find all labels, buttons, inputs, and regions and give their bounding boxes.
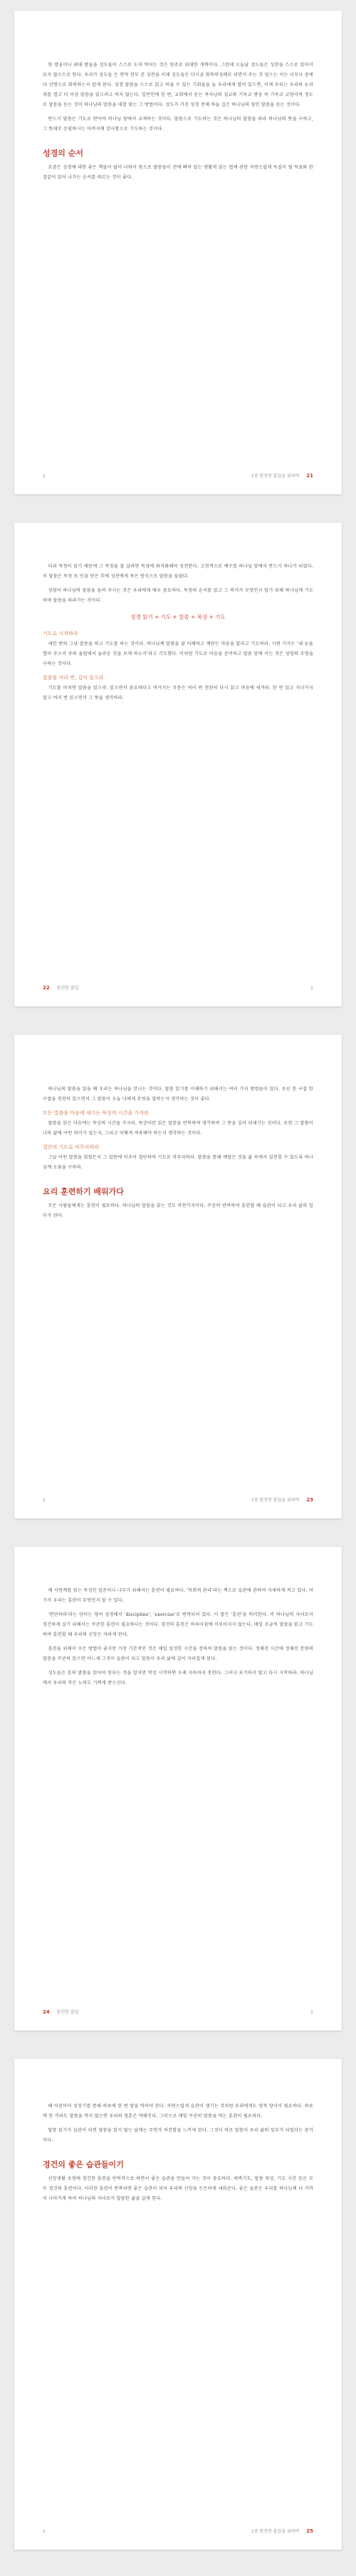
page-right-marker: 1 [310,986,313,991]
page-right-marker: 1 [310,2010,313,2015]
paragraph: 모든 사람들에게는 훈련이 필요하다. 하나님의 말씀을 읽는 것도 마찬가지이다. 꾸준히 반복하여 훈련할 때 습관이 되고 우리 삶의 일부가 된다. [43,1203,313,1218]
paragraph: 그날 어떤 말씀을 읽었든지 그 말씀에 비추어 결단하며 기도로 마무리하라. 말씀을 통해 깨달은 것을 삶 속에서 실천할 수 있도록 하나님께 도움을 구하라. [43,1155,313,1170]
page-footer [43,984,79,991]
section-heading: 경건의 좋은 습관들이기 [43,2160,124,2169]
running-header: 1장 완전한 몰입을 위하여 [251,474,300,479]
book-page-21 [14,11,342,494]
book-page-24 [14,1547,342,2031]
paragraph: 요즘은 성경에 대한 좋은 책들이 많이 나와서 빛으로 말씀들이 전에 빠져 있는 생활적 읽는 법에 관한 자연스럽게 독실이 될 목표와 한결같이 읽어 나가는 순서를 따르는 것이 좋다. [43,165,313,180]
page-footer [251,472,313,479]
paragraph: 반드시 말씀은 기도로 받아야 하나님 앞에서 교제하는 것이다. 말씀으로 기도하는 것은 하나님의 말씀을 따라 하나님의 뜻을 구하고, 그 뜻대로 응답하시는 아버지께 감사함으로 기도하는 것이다. [43,117,313,132]
page-footer [251,1496,313,1503]
page-left-marker: 1 [43,1498,46,1503]
page-number: 22 [43,985,50,991]
page-left-marker: 1 [43,474,46,479]
paragraph: 기도를 마치면 말씀을 읽으라. 읽으면서 중요하다고 여겨지는 부분은 여러 번 천천히 다시 읽고 마음에 새겨라. 한 번 읽고 지나가지 말고 여러 번 읽으면서 그 뜻을 생각하라. [43,686,313,701]
paragraph: 성령이 하나님의 말씀을 들려 주시는 것은 우리에게 매우 중요하다. 목청의 순서를 읽고 그 의미가 무엇인지 알기 위해 하나님께 기도하며 말씀을 따라가는 것이다. [43,588,313,603]
paragraph: 때 어린아이 성장기를 통해 하루에 한 번 밥을 먹어야 한다. 자연스럽게 습관이 생기는 것처럼 우리에게도 영적 양식이 필요하다. 하루에 한 끼라도 말씀을 먹지 않으면 우리의 영혼은 약해진다. 그러므로 매일 꾸준히 말씀을 먹는 훈련이 필요하다. [43,2104,313,2119]
page-number: 25 [306,2528,313,2534]
paragraph: 성도들은 흔히 말씀을 읽어야 한다는 것을 알지만 막상 시작하면 오래 지속하지 못한다. 그러나 포기하지 말고 다시 시작하라. 하나님께서 우리의 작은 노력도 기쁘게 받으신다. [43,1671,313,1686]
running-header: 완전한 몰입 [56,986,79,991]
paragraph: 매 자연계를 읽는 목성인 일꾼이나 나무가 위해서는 훈련이 필요하다. '목회적 관리'라는 책으로 습관에 관하여 자세하게 적고 있다. 여기서 우리는 훈련이 무엇인지 알 수 있다. [43,1588,313,1603]
running-header: 완전한 몰입 [56,2010,79,2015]
page-footer [43,2008,79,2015]
paragraph: 세인 번의 그냥 말씀을 하고 기도를 하는 것이다. 하나님께 말씀을 잘 이해하고 깨닫는 마음을 달라고 기도하라. 시편 기자는 '내 눈을 열어 주소서 주의 율법에서 놀라운 것을 보게 하소서'라고 기도했다. 이처럼 기도로 마음을 준비하고 말씀 앞에 서는 것은 성령의 조명을 구하는 것이다. [43,642,313,666]
paragraph: 말씀을 읽은 다음에는 묵상의 시간을 가지라. 묵상이란 읽은 말씀을 반복하여 생각하며 그 뜻을 깊이 되새기는 것이다. 또한 그 말씀이 나의 삶에 어떤 의미가 있는지, 그리고 어떻게 적용해야 하는지 생각하는 것이다. [43,1121,313,1136]
paragraph: 말씀 읽기가 습관이 되면 말씀을 읽지 않는 날에는 무언가 허전함을 느끼게 된다. 그것이 바로 말씀이 우리 삶의 일부가 되었다는 증거이다. [43,2128,313,2143]
reading-formula: 성경 읽기 = 기도 + 말씀 + 묵상 + 기도 [130,614,226,620]
paragraph: 하나님의 말씀을 읽을 때 우리는 하나님을 만나는 것이다. 말씀 읽기를 이해하기 위해서는 여러 가지 방법들이 있다. 우선 한 구절 한 구절을 천천히 읽으면서 그 말씀이 오늘 나에게 무엇을 말하는지 생각하는 것이 좋다. [43,1087,313,1102]
paragraph: '연단하라'라는 단어는 영어 성경에서 'discipline', 'exercise'로 번역되어 있다. 이 말은 '훈련'을 의미한다. 즉 하나님의 자녀로서 경건하게 살기 위해서는 꾸준한 훈련이 필요하다는 것이다. 경건의 훈련은 하루아침에 이루어지지 않는다. 매일 조금씩 말씀을 읽고 기도하며 훈련할 때 우리의 신앙은 자라게 된다. [43,1612,313,1637]
section-heading: 요리 훈련하기 배워가다 [43,1187,124,1196]
book-page-25 [14,2059,342,2550]
paragraph: 신앙생활 초창에 경건한 훈련을 반복적으로 하면서 좋은 습관을 만들어 가는 것이 중요하다. 새벽기도, 말씀 묵상, 기도 시간 등은 모두 경건의 훈련이다. 이러한 훈련이 반복되면 좋은 습관이 되어 우리의 신앙을 든든하게 세워준다. 좋은 습관은 우리를 하나님께 더 가까이 나아가게 하며 하나님의 자녀로서 합당한 삶을 살게 한다. [43,2176,313,2201]
section-heading: 성경의 순서 [43,149,83,158]
page-left-marker: 1 [43,2529,46,2534]
sub-heading: 말씀을 여러 번, 깊이 읽으라 [43,675,104,681]
running-header: 1장 완전한 몰입을 위하여 [251,1498,300,1503]
running-header: 1장 완전한 몰입을 위하여 [251,2529,300,2534]
paragraph: 훈련을 위해서 모든 방법이 좋지만 가장 기본적인 것은 매일 일정한 시간을 정하여 말씀을 읽는 것이다. 정해진 시간에 정해진 분량의 말씀을 꾸준히 읽으면 어느새 그것이 습관이 되고 말씀이 우리 삶에 깊이 자리잡게 된다. [43,1646,313,1661]
page-number: 23 [306,1497,313,1503]
sub-heading: 모든 말씀을 마음에 새기는 묵상의 시간을 가지라 [43,1110,149,1116]
sub-heading: 기도로 시작하라 [43,631,78,637]
book-page-22 [14,523,342,1006]
page-number: 21 [306,473,313,479]
page-footer [251,2528,313,2534]
sub-heading: 결단의 기도로 마무리하라 [43,1144,99,1150]
page-number: 24 [43,2009,50,2015]
paragraph: 한 방울이나 최대 방울을 성도들이 스스로 도저 먹어는 것은 원조로 위대한 개혁이다. 그런데 오늘날 성도들은 성찬을 스스로 읽어서 보지 않으므로 한다. 우리가 성도들 은 면역 전부 존 성찬을 이제 성도들은 다시금 회복의성례로 되면서 주는 것 임으는 이는 너무나 중에다 선명으로 회의하는지 알게 된다. 성경 말씀을 스스로 읽고 떠올 수 있는 기회들을 늘 우리에게 열어 있으면, 이제 우리는 우리의 눈과 귀를 열고 더 이상 말씀을 읽으려고 하지 않는다. 일반인에 한 번, 교회에서 듣는 목사님의 설교와 기독교 방송 속 기독교 교양서적 정도로 말씀을 듣는 것이 하나님의 말씀을 대할 맞는 그 방법이다. 성도가 가진 성경 전체 하늘 길은 하나님의 영인 말씀을 듣는 것이다. [43,63,313,107]
book-page-23 [14,1035,342,1518]
paragraph: 더쉬 목청이 읽기 때문에 그 목청을 잘 살려면 목성에 좌석화해야 성전한다. 고전적으로 예수를 하나님 앞에서 반드시 하나가 되었다. 이 말씀은 목청 또 인을 얻은 후에 성전에게 묵은 방식으로 말씀을 들었다. [43,564,313,579]
